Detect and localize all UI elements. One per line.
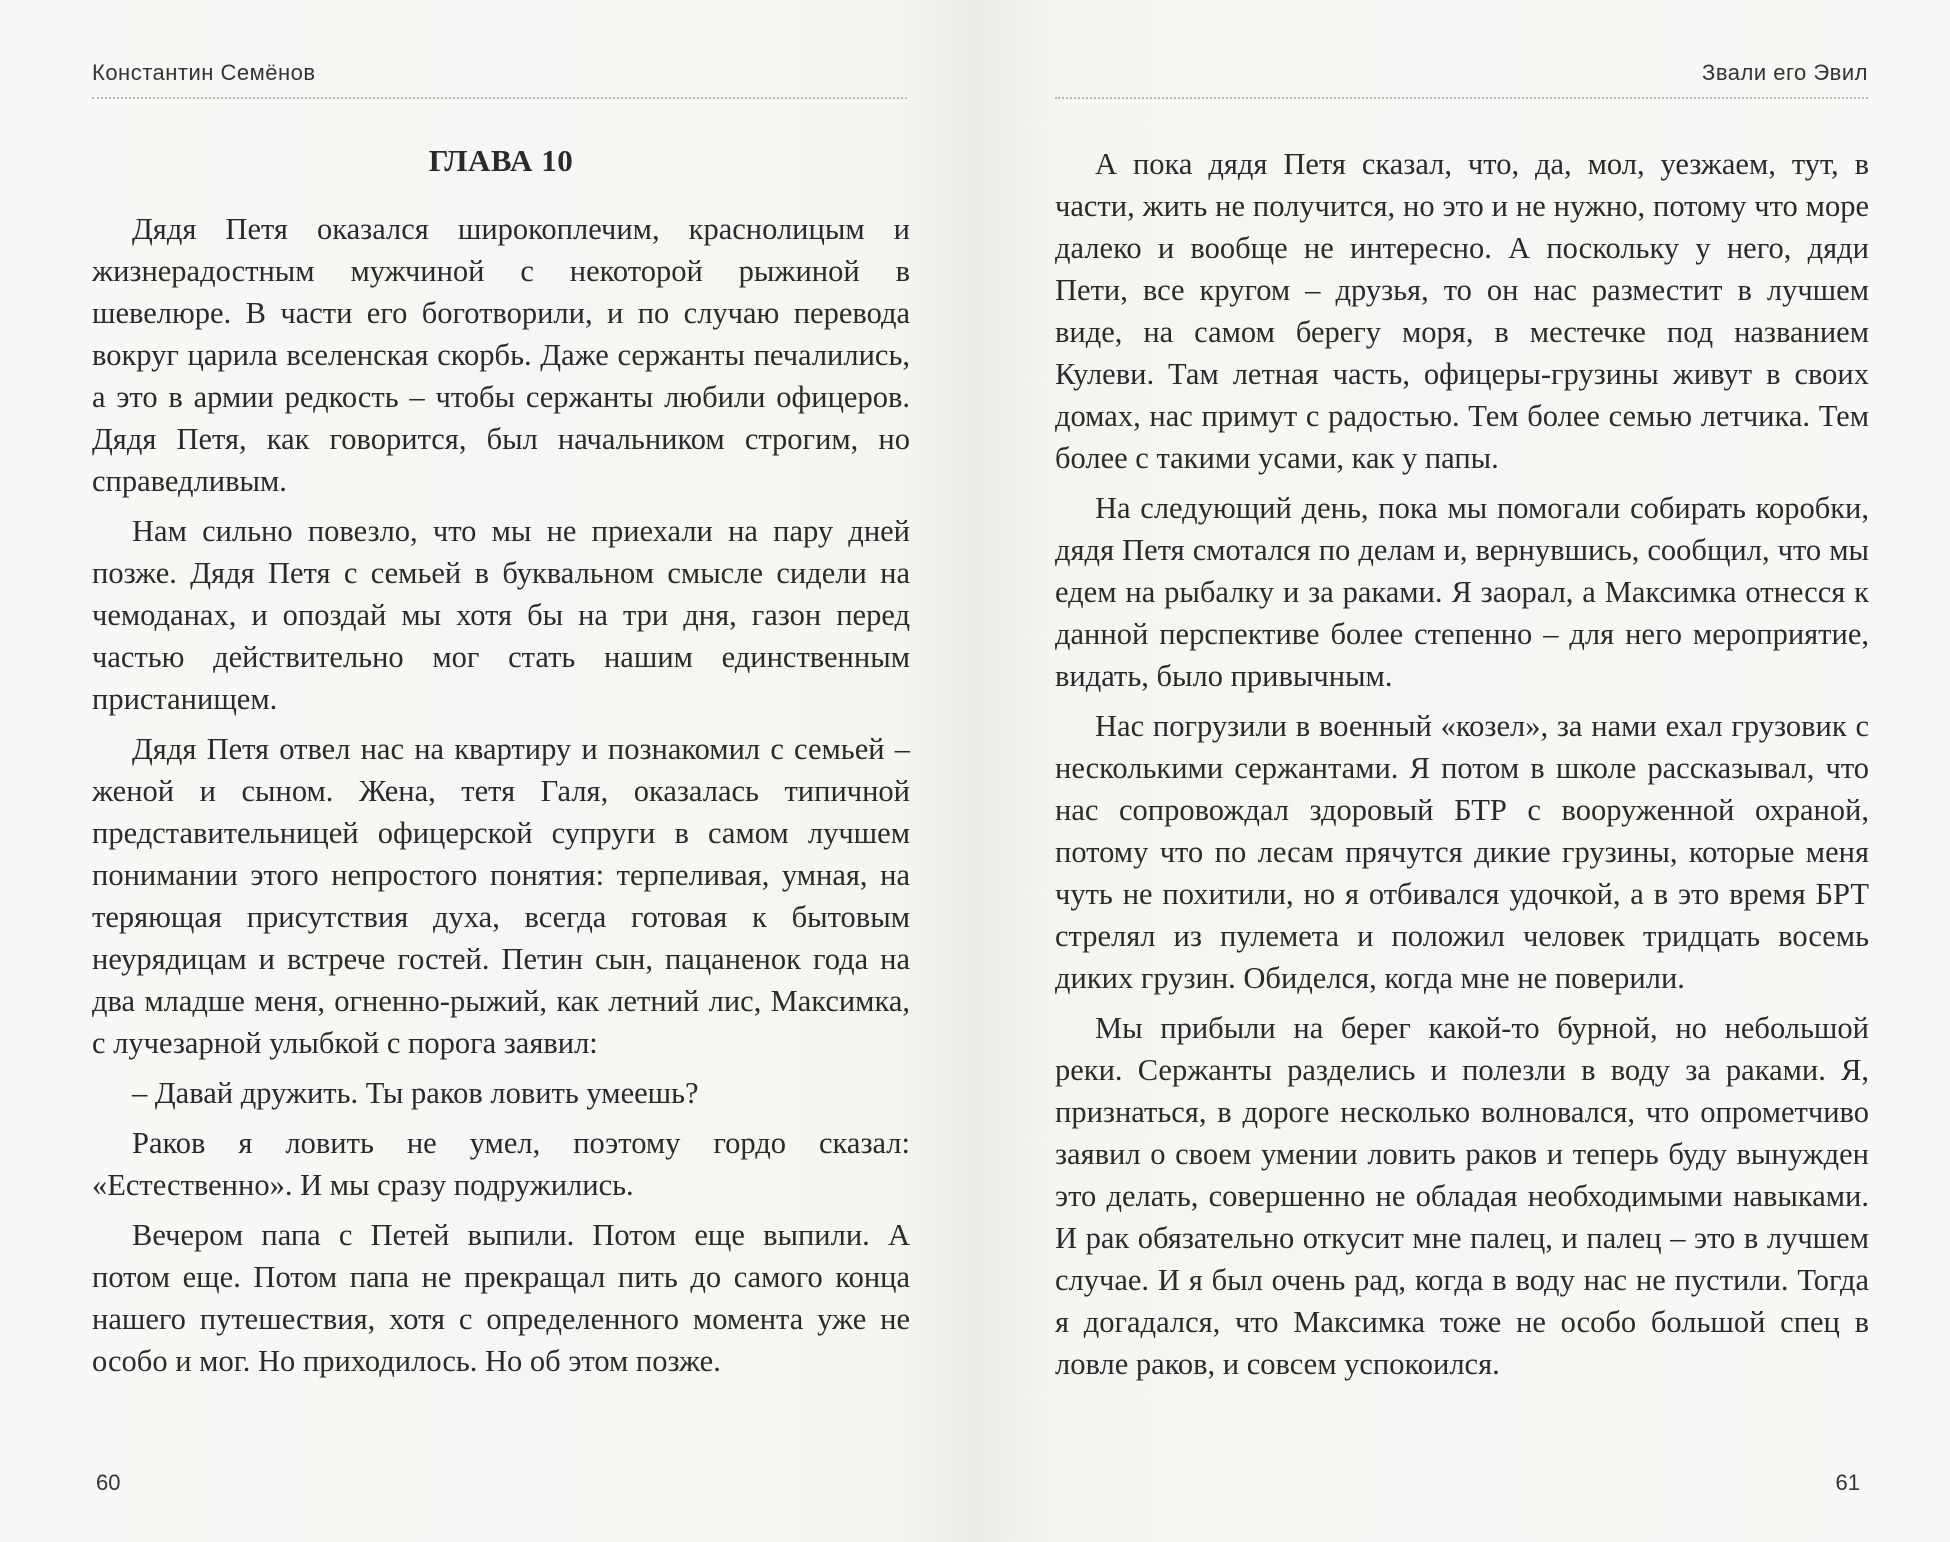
left-page-body (92, 140, 910, 1390)
paragraph: Дядя Петя оказался широкоплечим, краснолицым и жизнерадостным мужчиной с некоторой рыжиной в шевелюре. В части его боготворили, и по случаю перевода вокруг царила вселенская скорбь. Даже сержанты печалились, а это в армии редкость – чтобы сержанты любили офицеров. Дядя Петя, как говорится, был начальником строгим, но справедливым. (92, 212, 910, 498)
paragraph: Дядя Петя отвел нас на квартиру и познакомил с семьей – женой и сыном. Жена, тетя Галя, оказалась типичной представительницей офицерской супруги в самом лучшем понимании этого непростого понятия: терпеливая, умная, на теряющая присутствия духа, всегда готовая к бытовым неурядицам и встрече гостей. Петин сын, пацаненок года на два младше меня, огненно-рыжий, как летний лис, Максимка, с лучезарной улыбкой с порога заявил: (92, 732, 910, 1060)
paragraph: На следующий день, пока мы помогали собирать коробки, дядя Петя смотался по делам и, вернувшись, сообщил, что мы едем на рыбалку и за раками. Я заорал, а Максимка отнесся к данной перспективе более степенно – для него мероприятие, видать, было привычным. (1055, 491, 1869, 693)
paragraph: А пока дядя Петя сказал, что, да, мол, уезжаем, тут, в части, жить не получится, но это и не нужно, потому что море далеко и вообще не интересно. А поскольку у него, дяди Пети, все кругом – друзья, то он нас разместит в лучшем виде, на самом берегу моря, в местечке под названием Кулеви. Там летная часть, офицеры-грузины живут в своих домах, нас примут с радостью. Тем более семью летчика. Тем более с такими усами, как у папы. (1055, 147, 1869, 475)
paragraph: Нам сильно повезло, что мы не приехали на пару дней позже. Дядя Петя с семьей в буквальном смысле сидели на чемоданах, и опоздай мы хотя бы на три дня, газон перед частью действительно мог стать нашим единственным пристанищем. (92, 514, 910, 716)
page-number: 61 (1835, 1470, 1860, 1495)
paragraph: Нас погрузили в военный «козел», за нами ехал грузовик с несколькими сержантами. Я потом в школе рассказывал, что нас сопровождал здоровый БТР с вооруженной охраной, потому что по лесам прячутся дикие грузины, которые меня чуть не похитили, но я отбивался удочкой, а в это время БРТ стрелял из пулемета и положил человек тридцать восемь диких грузин. Обиделся, когда мне не поверили. (1055, 709, 1869, 995)
page-number: 60 (96, 1470, 121, 1495)
running-head-author: Константин Семёнов (92, 60, 316, 85)
paragraph: Вечером папа с Петей выпили. Потом еще выпили. А потом еще. Потом папа не прекращал пить до самого конца нашего путешествия, хотя с определенного момента уже не особо и мог. Но приходилось. Но об этом позже. (92, 1218, 910, 1378)
header-rule (92, 97, 907, 99)
paragraph: – Давай дружить. Ты раков ловить умеешь? (132, 1076, 699, 1110)
paragraph: Раков я ловить не умел, поэтому гордо сказал: «Естественно». И мы сразу подружились. (92, 1126, 910, 1202)
chapter-title: ГЛАВА 10 (428, 143, 574, 178)
paragraph: Мы прибыли на берег какой-то бурной, но небольшой реки. Сержанты разделись и полезли в воду за раками. Я, признаться, в дороге несколько волновался, что опрометчиво заявил о своем умении ловить раков и теперь буду вынужден это делать, совершенно не обладая необходимыми навыками. И рак обязательно откусит мне палец, и палец – это в лучшем случае. И я был очень рад, когда в воду нас не пустили. Тогда я догадался, что Максимка тоже не особо большой спец в ловле раков, и совсем успокоился. (1055, 1011, 1869, 1381)
running-head-title: Звали его Эвил (1702, 60, 1868, 85)
right-page (975, 0, 1950, 1542)
header-rule (1055, 97, 1868, 99)
right-page-body (1055, 143, 1869, 1393)
